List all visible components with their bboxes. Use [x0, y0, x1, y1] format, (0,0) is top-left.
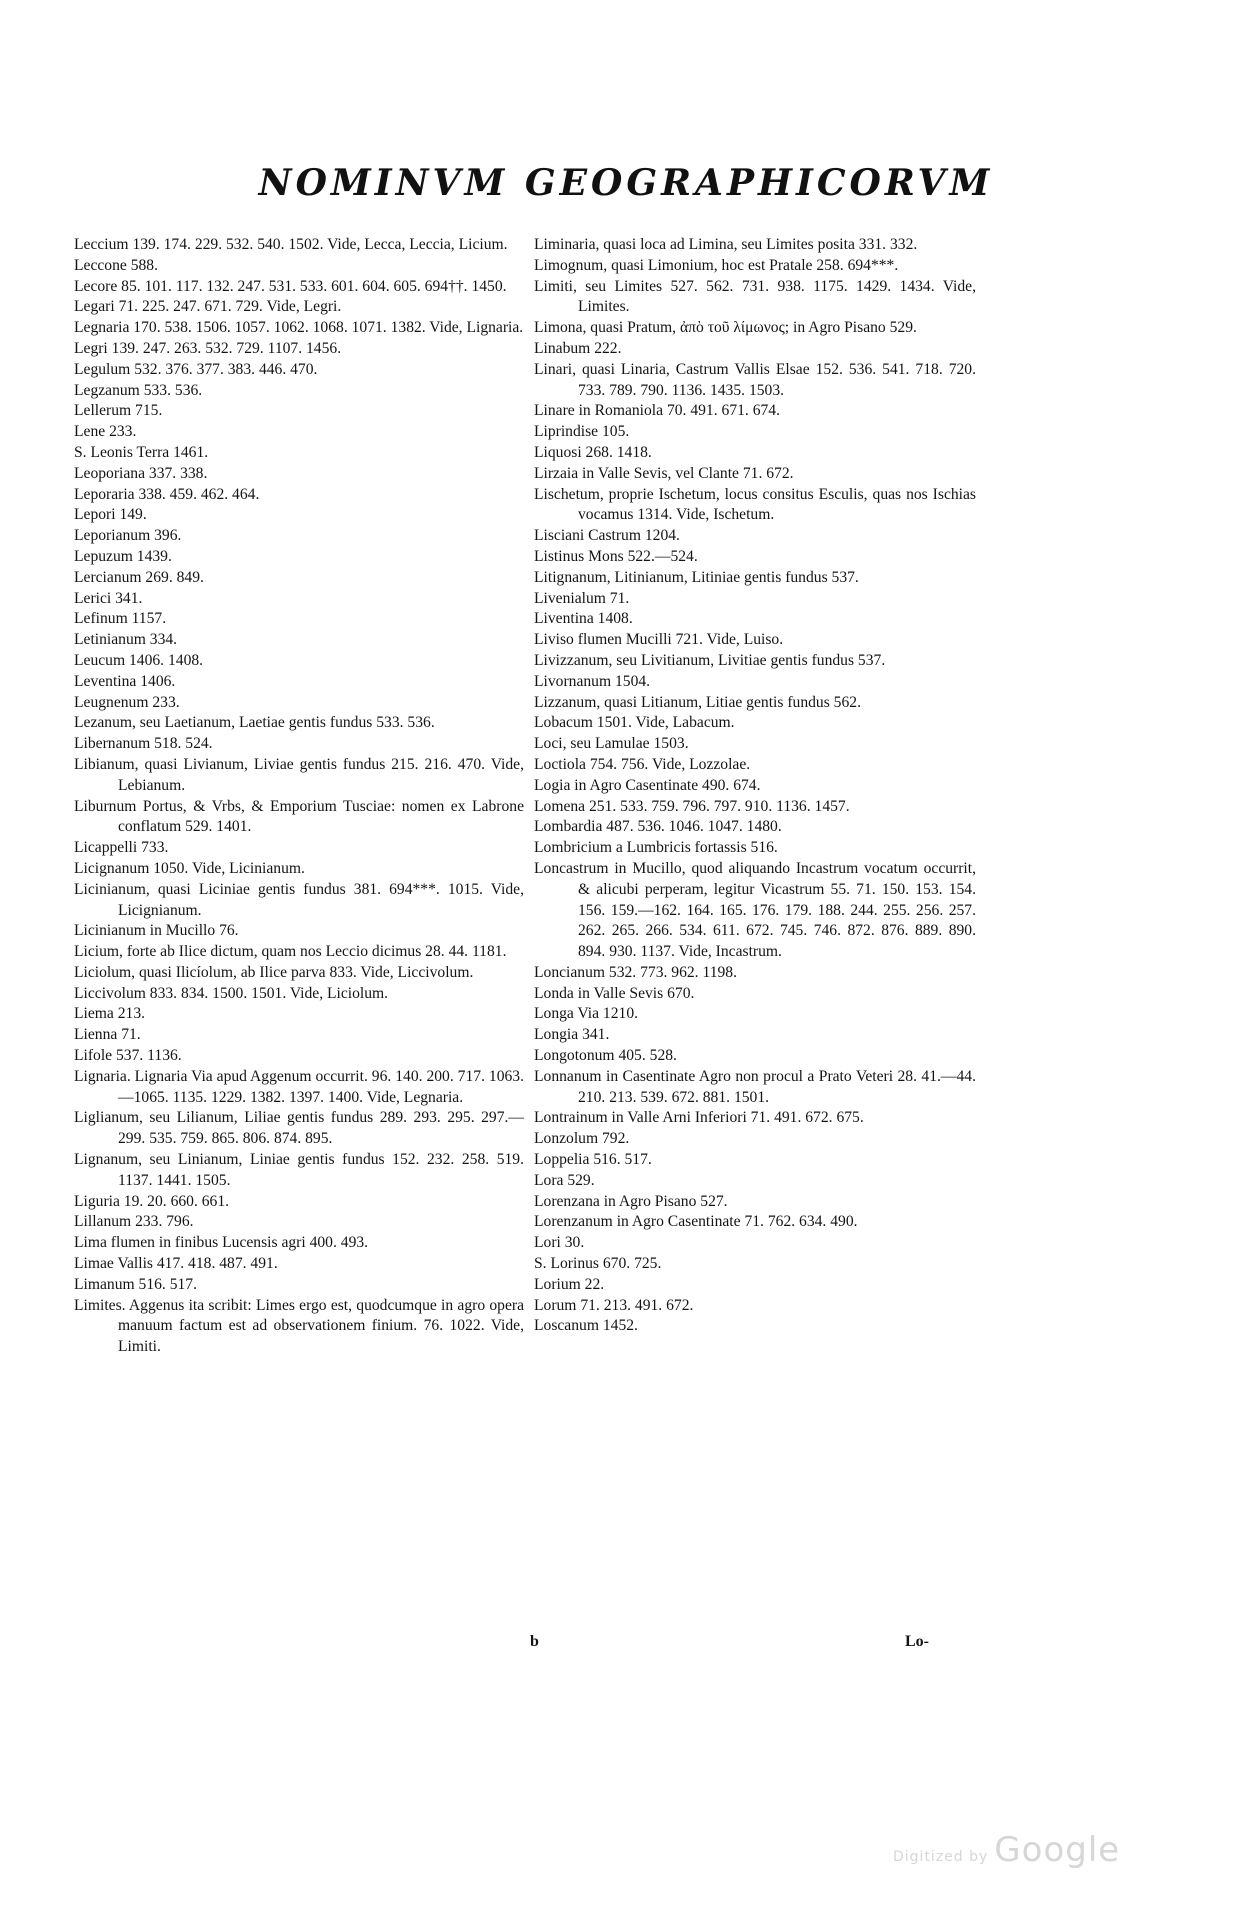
index-entry: Liciolum, quasi Ilicíolum, ab Ilice parva 833. Vide, Liccivolum.: [74, 963, 474, 981]
index-entry: Liquosi 268. 1418.: [534, 443, 652, 461]
index-entry: Licium, forte ab Ilice dictum, quam nos Leccio dicimus 28. 44. 1181.: [74, 943, 507, 961]
catchword: Lo-: [905, 1633, 929, 1650]
index-entry: Livizzanum, seu Livitianum, Livitiae gentis fundus 537.: [534, 651, 886, 669]
index-entry: Lignanum, seu Linianum, Liniae gentis fundus 152. 232. 258. 519. 1137. 1441. 1505.: [74, 1151, 524, 1189]
index-entry: Livenialum 71.: [534, 589, 630, 607]
index-entry: Limanum 516. 517.: [74, 1275, 198, 1293]
index-entry: Legnaria 170. 538. 1506. 1057. 1062. 1068. 1071. 1382. Vide, Lignaria.: [74, 319, 524, 337]
index-entry: Longia 341.: [534, 1026, 610, 1044]
index-entry: Liventina 1408.: [534, 610, 633, 628]
index-entry: Legari 71. 225. 247. 671. 729. Vide, Legri.: [74, 298, 342, 316]
index-entry: Loppelia 516. 517.: [534, 1151, 652, 1169]
digitized-watermark: [893, 1830, 1120, 1870]
index-entry: Lene 233.: [74, 423, 137, 441]
index-entry: Livornanum 1504.: [534, 672, 651, 690]
index-entry: Libernanum 518. 524.: [74, 735, 213, 753]
index-entry: Lomena 251. 533. 759. 796. 797. 910. 1136. 1457.: [534, 797, 850, 815]
index-entry: Linabum 222.: [534, 339, 622, 357]
index-entry: Lignaria. Lignaria Via apud Aggenum occurrit. 96. 140. 200. 717. 1063.—1065. 1135. 1229. 1382. 1397. 1400. Vide, Legnaria.: [74, 1067, 524, 1106]
index-entry: Lorum 71. 213. 491. 672.: [534, 1296, 694, 1314]
index-entry: Litignanum, Litinianum, Litiniae gentis fundus 537.: [534, 568, 859, 586]
index-entry: Leccone 588.: [74, 256, 158, 274]
index-entry: Logia in Agro Casentinate 490. 674.: [534, 776, 761, 794]
index-entry: Loncastrum in Mucillo, quod aliquando Incastrum vocatum occurrit, & alicubi perperam, legitur Vicastrum 55. 71. 150. 153. 154. 156. 159.—162. 164. 165. 176. 179. 188. 244. 255. 256. 257. 262. 265. 266. 534. 611. 672. 745. 746. 872. 876. 889. 890. 894. 930. 1137. Vide, Incastrum.: [534, 859, 976, 961]
index-entry: Londa in Valle Sevis 670.: [534, 984, 695, 1002]
left-column: [74, 235, 524, 1358]
index-entry: Lori 30.: [534, 1234, 585, 1252]
index-entry: S. Lorinus 670. 725.: [534, 1255, 662, 1273]
index-entry: Lepori 149.: [74, 506, 147, 524]
index-entry: Lerici 341.: [74, 589, 143, 607]
index-entry: Lifole 537. 1136.: [74, 1047, 182, 1065]
index-entry: Lirzaia in Valle Sevis, vel Clante 71. 672.: [534, 464, 794, 482]
index-entry: Limites. Aggenus ita scribit: Limes ergo est, quodcumque in agro opera manuum factum est ad observationem finium. 76. 1022. Vide, Limiti.: [74, 1296, 524, 1356]
index-entry: Liccivolum 833. 834. 1500. 1501. Vide, Liciolum.: [74, 984, 389, 1002]
index-entry: Legulum 532. 376. 377. 383. 446. 470.: [74, 360, 318, 378]
index-entry: Lezanum, seu Laetianum, Laetiae gentis fundus 533. 536.: [74, 714, 435, 732]
index-entry: Linare in Romaniola 70. 491. 671. 674.: [534, 402, 780, 420]
index-entry: Leporaria 338. 459. 462. 464.: [74, 485, 260, 503]
right-column: [534, 235, 976, 1337]
index-entry: Lisciani Castrum 1204.: [534, 527, 680, 545]
index-entry: Lorenzana in Agro Pisano 527.: [534, 1192, 728, 1210]
index-entry: Liviso flumen Mucilli 721. Vide, Luiso.: [534, 631, 784, 649]
index-entry: Liburnum Portus, & Vrbs, & Emporium Tusciae: nomen ex Labrone conflatum 529. 1401.: [74, 797, 524, 836]
index-entry: Liguria 19. 20. 660. 661.: [74, 1192, 230, 1210]
index-entry: Liminaria, quasi loca ad Limina, seu Limites posita 331. 332.: [534, 236, 918, 253]
index-entry: Leccium 139. 174. 229. 532. 540. 1502. Vide, Lecca, Leccia, Licium.: [74, 236, 508, 253]
index-entry: Limae Vallis 417. 418. 487. 491.: [74, 1255, 278, 1273]
index-entry: Lima flumen in finibus Lucensis agri 400. 493.: [74, 1234, 369, 1252]
index-entry: Liema 213.: [74, 1005, 146, 1023]
watermark-prefix: Digitized by: [893, 1849, 989, 1865]
index-entry: Lombricium a Lumbricis fortassis 516.: [534, 839, 778, 857]
index-entry: Lepuzum 1439.: [74, 547, 172, 565]
index-entry: Longa Via 1210.: [534, 1005, 639, 1023]
index-entry: Liprindise 105.: [534, 423, 630, 441]
index-entry: Letinianum 334.: [74, 631, 178, 649]
index-entry: Leoporiana 337. 338.: [74, 464, 208, 482]
index-entry: Lefinum 1157.: [74, 610, 167, 628]
index-entry: Lorium 22.: [534, 1275, 605, 1293]
index-entry: Listinus Mons 522.—524.: [534, 547, 698, 565]
index-entry: Lecore 85. 101. 117. 132. 247. 531. 533. 601. 604. 605. 694††. 1450.: [74, 277, 507, 295]
index-entry: Leugnenum 233.: [74, 693, 180, 711]
index-entry: Leventina 1406.: [74, 672, 176, 690]
index-entry: Lontrainum in Valle Arni Inferiori 71. 491. 672. 675.: [534, 1109, 864, 1127]
index-entry: Lellerum 715.: [74, 402, 163, 420]
index-entry: Licinianum in Mucillo 76.: [74, 922, 239, 940]
index-entry: Lizzanum, quasi Litianum, Litiae gentis fundus 562.: [534, 693, 861, 711]
index-entry: Leporianum 396.: [74, 527, 182, 545]
index-entry: Licappelli 733.: [74, 839, 169, 857]
index-entry: Loscanum 1452.: [534, 1317, 638, 1335]
watermark-brand: Google: [994, 1830, 1121, 1870]
index-entry: Licinianum, quasi Liciniae gentis fundus 381. 694***. 1015. Vide, Licignianum.: [74, 880, 524, 919]
index-entry: Legri 139. 247. 263. 532. 729. 1107. 1456.: [74, 339, 342, 357]
index-entry: Lischetum, proprie Ischetum, locus consitus Esculis, quas nos Ischias vocamus 1314. Vide, Ischetum.: [534, 485, 976, 524]
index-entry: Lobacum 1501. Vide, Labacum.: [534, 714, 735, 732]
index-entry: Loncianum 532. 773. 962. 1198.: [534, 963, 737, 981]
index-entry: Lonnanum in Casentinate Agro non procul a Prato Veteri 28. 41.—44. 210. 213. 539. 672. 881. 1501.: [534, 1067, 976, 1106]
index-entry: Lorenzanum in Agro Casentinate 71. 762. 634. 490.: [534, 1213, 858, 1231]
index-entry: Lercianum 269. 849.: [74, 568, 204, 586]
index-entry: Limognum, quasi Limonium, hoc est Pratale 258. 694***.: [534, 256, 899, 274]
index-entry: S. Leonis Terra 1461.: [74, 443, 209, 461]
page-title: NOMINVM GEOGRAPHICORVM: [258, 162, 994, 204]
index-entry: Loctiola 754. 756. Vide, Lozzolae.: [534, 755, 751, 773]
index-entry: Lora 529.: [534, 1171, 595, 1189]
index-entry: Loci, seu Lamulae 1503.: [534, 735, 689, 753]
signature-mark: b: [530, 1633, 539, 1650]
index-entry: Lombardia 487. 536. 1046. 1047. 1480.: [534, 818, 782, 836]
index-entry: Linari, quasi Linaria, Castrum Vallis Elsae 152. 536. 541. 718. 720. 733. 789. 790. 1136. 1435. 1503.: [534, 360, 976, 399]
index-entry: Lonzolum 792.: [534, 1130, 630, 1148]
index-entry: Libianum, quasi Livianum, Liviae gentis fundus 215. 216. 470. Vide, Lebianum.: [74, 755, 524, 794]
index-entry: Leucum 1406. 1408.: [74, 651, 204, 669]
index-entry: Limona, quasi Pratum, ἀπὸ τοῦ λίμωνος; in Agro Pisano 529.: [534, 319, 917, 337]
index-entry: Legzanum 533. 536.: [74, 381, 203, 399]
index-entry: Lienna 71.: [74, 1026, 141, 1044]
index-entry: Liglianum, seu Lilianum, Liliae gentis fundus 289. 293. 295. 297.—299. 535. 759. 865. 806. 874. 895.: [74, 1109, 524, 1148]
index-entry: Longotonum 405. 528.: [534, 1047, 677, 1065]
index-entry: Limiti, seu Limites 527. 562. 731. 938. 1175. 1429. 1434. Vide, Limites.: [534, 277, 976, 316]
index-entry: Lillanum 233. 796.: [74, 1213, 194, 1231]
index-entry: Licignanum 1050. Vide, Licinianum.: [74, 859, 305, 877]
